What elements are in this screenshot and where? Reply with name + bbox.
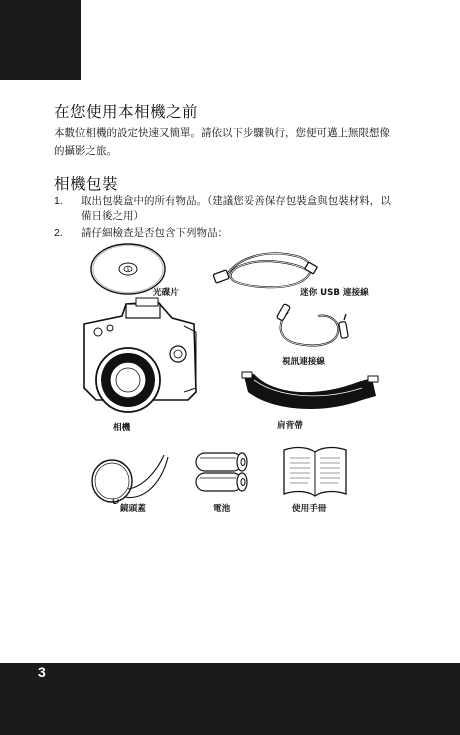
camera-icon: [76, 296, 204, 420]
av-cable-icon: [258, 304, 358, 350]
step-text: 請仔細檢查是否包含下列物品：: [81, 227, 228, 239]
strap-icon: [240, 370, 380, 416]
batteries-icon: [192, 450, 254, 496]
corner-tab: [0, 0, 81, 80]
package-title: 相機包裝: [54, 175, 119, 193]
item-label-strap: 肩背帶: [277, 421, 303, 431]
step-item: [54, 226, 399, 241]
intro-text: 本數位相機的設定快速又簡單。請依以下步驟執行，您便可邁上無限想像的攝影之旅。: [54, 127, 390, 157]
item-label-batteries: 電池: [213, 504, 231, 514]
page-number: 3: [38, 664, 46, 680]
item-label-cd: 光碟片: [153, 288, 179, 298]
step-text: 取出包裝盒中的所有物品。（建議您妥善保存包裝盒與包裝材料，以備日後之用）: [81, 195, 391, 222]
item-label-camera: 相機: [113, 423, 131, 433]
manual-icon: [280, 444, 350, 500]
item-label-lens-cap: 鏡頭蓋: [120, 504, 146, 514]
svg-text:S: S: [126, 267, 130, 272]
section-title: 在您使用本相機之前: [54, 103, 199, 121]
page-footer: [0, 663, 460, 735]
item-label-manual: 使用手冊: [292, 504, 327, 514]
step-list: [54, 194, 399, 241]
step-item: [54, 194, 399, 224]
step-number: 1.: [54, 195, 63, 207]
lens-cap-icon: [88, 451, 176, 507]
item-label-av-cable: 視訊連接線: [282, 357, 325, 367]
item-label-usb-cable: 迷你 USB 連接線: [300, 288, 369, 298]
step-number: 2.: [54, 227, 63, 239]
